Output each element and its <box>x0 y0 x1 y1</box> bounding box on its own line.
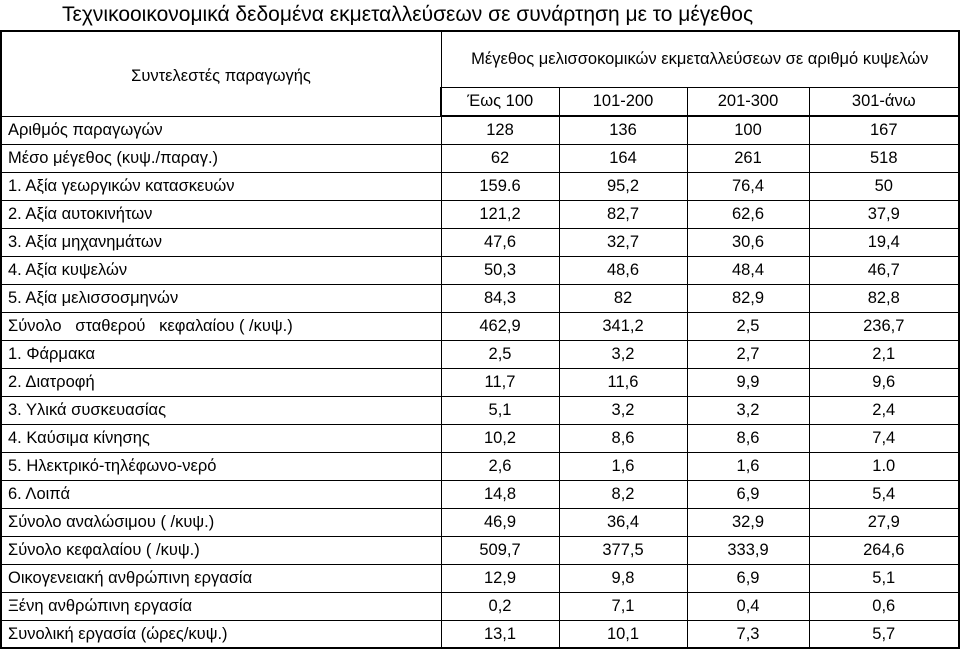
table-row <box>1 144 959 172</box>
row-label: 2. Αξία αυτοκινήτων <box>1 200 441 228</box>
table-cell: 0,2 <box>441 592 559 620</box>
table-cell: 341,2 <box>559 312 687 340</box>
column-header: 201-300 <box>687 87 809 116</box>
table-row <box>1 312 959 340</box>
table-cell: 62 <box>441 144 559 172</box>
table-cell: 48,6 <box>559 256 687 284</box>
table-row <box>1 396 959 424</box>
table-row <box>1 368 959 396</box>
table-cell: 36,4 <box>559 508 687 536</box>
table-cell: 264,6 <box>809 536 959 564</box>
header-row-1 <box>1 31 959 87</box>
table-cell: 509,7 <box>441 536 559 564</box>
table-row <box>1 256 959 284</box>
table-cell: 62,6 <box>687 200 809 228</box>
table-cell: 50,3 <box>441 256 559 284</box>
row-label: Αριθμός παραγωγών <box>1 116 441 144</box>
data-table <box>0 30 960 649</box>
row-label: 1. Φάρμακα <box>1 340 441 368</box>
table-cell: 1,6 <box>559 452 687 480</box>
row-label: Μέσο μέγεθος (κυψ./παραγ.) <box>1 144 441 172</box>
table-cell: 5,1 <box>441 396 559 424</box>
table-cell: 82 <box>559 284 687 312</box>
table-cell: 159.6 <box>441 172 559 200</box>
table-cell: 1.0 <box>809 452 959 480</box>
table-cell: 2,4 <box>809 396 959 424</box>
table-cell: 0,4 <box>687 592 809 620</box>
table-row <box>1 620 959 648</box>
table-cell: 13,1 <box>441 620 559 648</box>
table-cell: 2,1 <box>809 340 959 368</box>
document-title: Τεχνικοοικονομικά δεδομένα εκμεταλλεύσεων σε συνάρτηση με το μέγεθος <box>62 3 754 26</box>
table-cell: 462,9 <box>441 312 559 340</box>
table-cell: 19,4 <box>809 228 959 256</box>
column-header: Έως 100 <box>441 87 559 116</box>
row-label: Συνολική εργασία (ώρες/κυψ.) <box>1 620 441 648</box>
size-header: Μέγεθος μελισσοκομικών εκμεταλλεύσεων σε αριθμό κυψελών <box>441 31 959 87</box>
row-label: 5. Ηλεκτρικό-τηλέφωνο-νερό <box>1 452 441 480</box>
table-cell: 5,4 <box>809 480 959 508</box>
table-cell: 0,6 <box>809 592 959 620</box>
table-cell: 27,9 <box>809 508 959 536</box>
table-row <box>1 424 959 452</box>
table-cell: 82,9 <box>687 284 809 312</box>
table-cell: 8,6 <box>687 424 809 452</box>
table-row <box>1 508 959 536</box>
table-cell: 8,2 <box>559 480 687 508</box>
table-cell: 164 <box>559 144 687 172</box>
table-cell: 11,7 <box>441 368 559 396</box>
table-cell: 3,2 <box>559 340 687 368</box>
table-cell: 2,5 <box>687 312 809 340</box>
table-cell: 518 <box>809 144 959 172</box>
table-cell: 128 <box>441 116 559 144</box>
table-cell: 46,7 <box>809 256 959 284</box>
table-cell: 84,3 <box>441 284 559 312</box>
row-label: Ξένη ανθρώπινη εργασία <box>1 592 441 620</box>
row-label: 4. Αξία κυψελών <box>1 256 441 284</box>
table-row <box>1 228 959 256</box>
row-label: 5. Αξία μελισσοσμηνών <box>1 284 441 312</box>
table-cell: 136 <box>559 116 687 144</box>
table-cell: 2,7 <box>687 340 809 368</box>
table-cell: 76,4 <box>687 172 809 200</box>
table-row <box>1 480 959 508</box>
table-cell: 3,2 <box>559 396 687 424</box>
row-label: 3. Υλικά συσκευασίας <box>1 396 441 424</box>
table-cell: 5,7 <box>809 620 959 648</box>
row-label: Σύνολο κεφαλαίου ( /κυψ.) <box>1 536 441 564</box>
row-label: 2. Διατροφή <box>1 368 441 396</box>
column-header: 301-άνω <box>809 87 959 116</box>
table-row <box>1 564 959 592</box>
table-cell: 7,4 <box>809 424 959 452</box>
table-cell: 3,2 <box>687 396 809 424</box>
table-cell: 6,9 <box>687 480 809 508</box>
table-body <box>1 116 959 648</box>
table-cell: 121,2 <box>441 200 559 228</box>
row-label: 4. Καύσιμα κίνησης <box>1 424 441 452</box>
row-label: 3. Αξία μηχανημάτων <box>1 228 441 256</box>
table-cell: 2,5 <box>441 340 559 368</box>
table-cell: 9,6 <box>809 368 959 396</box>
table-row <box>1 452 959 480</box>
table-cell: 9,8 <box>559 564 687 592</box>
table-cell: 82,7 <box>559 200 687 228</box>
table-row <box>1 200 959 228</box>
table-cell: 14,8 <box>441 480 559 508</box>
table-row <box>1 172 959 200</box>
table-cell: 46,9 <box>441 508 559 536</box>
table-cell: 95,2 <box>559 172 687 200</box>
table-cell: 8,6 <box>559 424 687 452</box>
table-cell: 47,6 <box>441 228 559 256</box>
table-cell: 50 <box>809 172 959 200</box>
table-cell: 37,9 <box>809 200 959 228</box>
table-cell: 30,6 <box>687 228 809 256</box>
table-cell: 10,2 <box>441 424 559 452</box>
table-row <box>1 340 959 368</box>
table-row <box>1 116 959 144</box>
factors-header: Συντελεστές παραγωγής <box>1 31 441 116</box>
table-cell: 12,9 <box>441 564 559 592</box>
table-cell: 1,6 <box>687 452 809 480</box>
table-row <box>1 592 959 620</box>
table-cell: 6,9 <box>687 564 809 592</box>
table-cell: 10,1 <box>559 620 687 648</box>
table-cell: 7,3 <box>687 620 809 648</box>
table-cell: 261 <box>687 144 809 172</box>
table-cell: 32,7 <box>559 228 687 256</box>
column-header: 101-200 <box>559 87 687 116</box>
table-row <box>1 284 959 312</box>
table-cell: 236,7 <box>809 312 959 340</box>
table-cell: 7,1 <box>559 592 687 620</box>
row-label: Οικογενειακή ανθρώπινη εργασία <box>1 564 441 592</box>
table-cell: 100 <box>687 116 809 144</box>
table-row <box>1 536 959 564</box>
table-cell: 82,8 <box>809 284 959 312</box>
row-label: 1. Αξία γεωργικών κατασκευών <box>1 172 441 200</box>
table-cell: 32,9 <box>687 508 809 536</box>
row-label: Σύνολο σταθερού κεφαλαίου ( /κυψ.) <box>1 312 441 340</box>
table-cell: 167 <box>809 116 959 144</box>
row-label: 6. Λοιπά <box>1 480 441 508</box>
table-cell: 2,6 <box>441 452 559 480</box>
table-header <box>1 31 959 116</box>
row-label: Σύνολο αναλώσιμου ( /κυψ.) <box>1 508 441 536</box>
table-cell: 5,1 <box>809 564 959 592</box>
table-cell: 377,5 <box>559 536 687 564</box>
table-cell: 9,9 <box>687 368 809 396</box>
table-cell: 11,6 <box>559 368 687 396</box>
table-cell: 333,9 <box>687 536 809 564</box>
table-cell: 48,4 <box>687 256 809 284</box>
